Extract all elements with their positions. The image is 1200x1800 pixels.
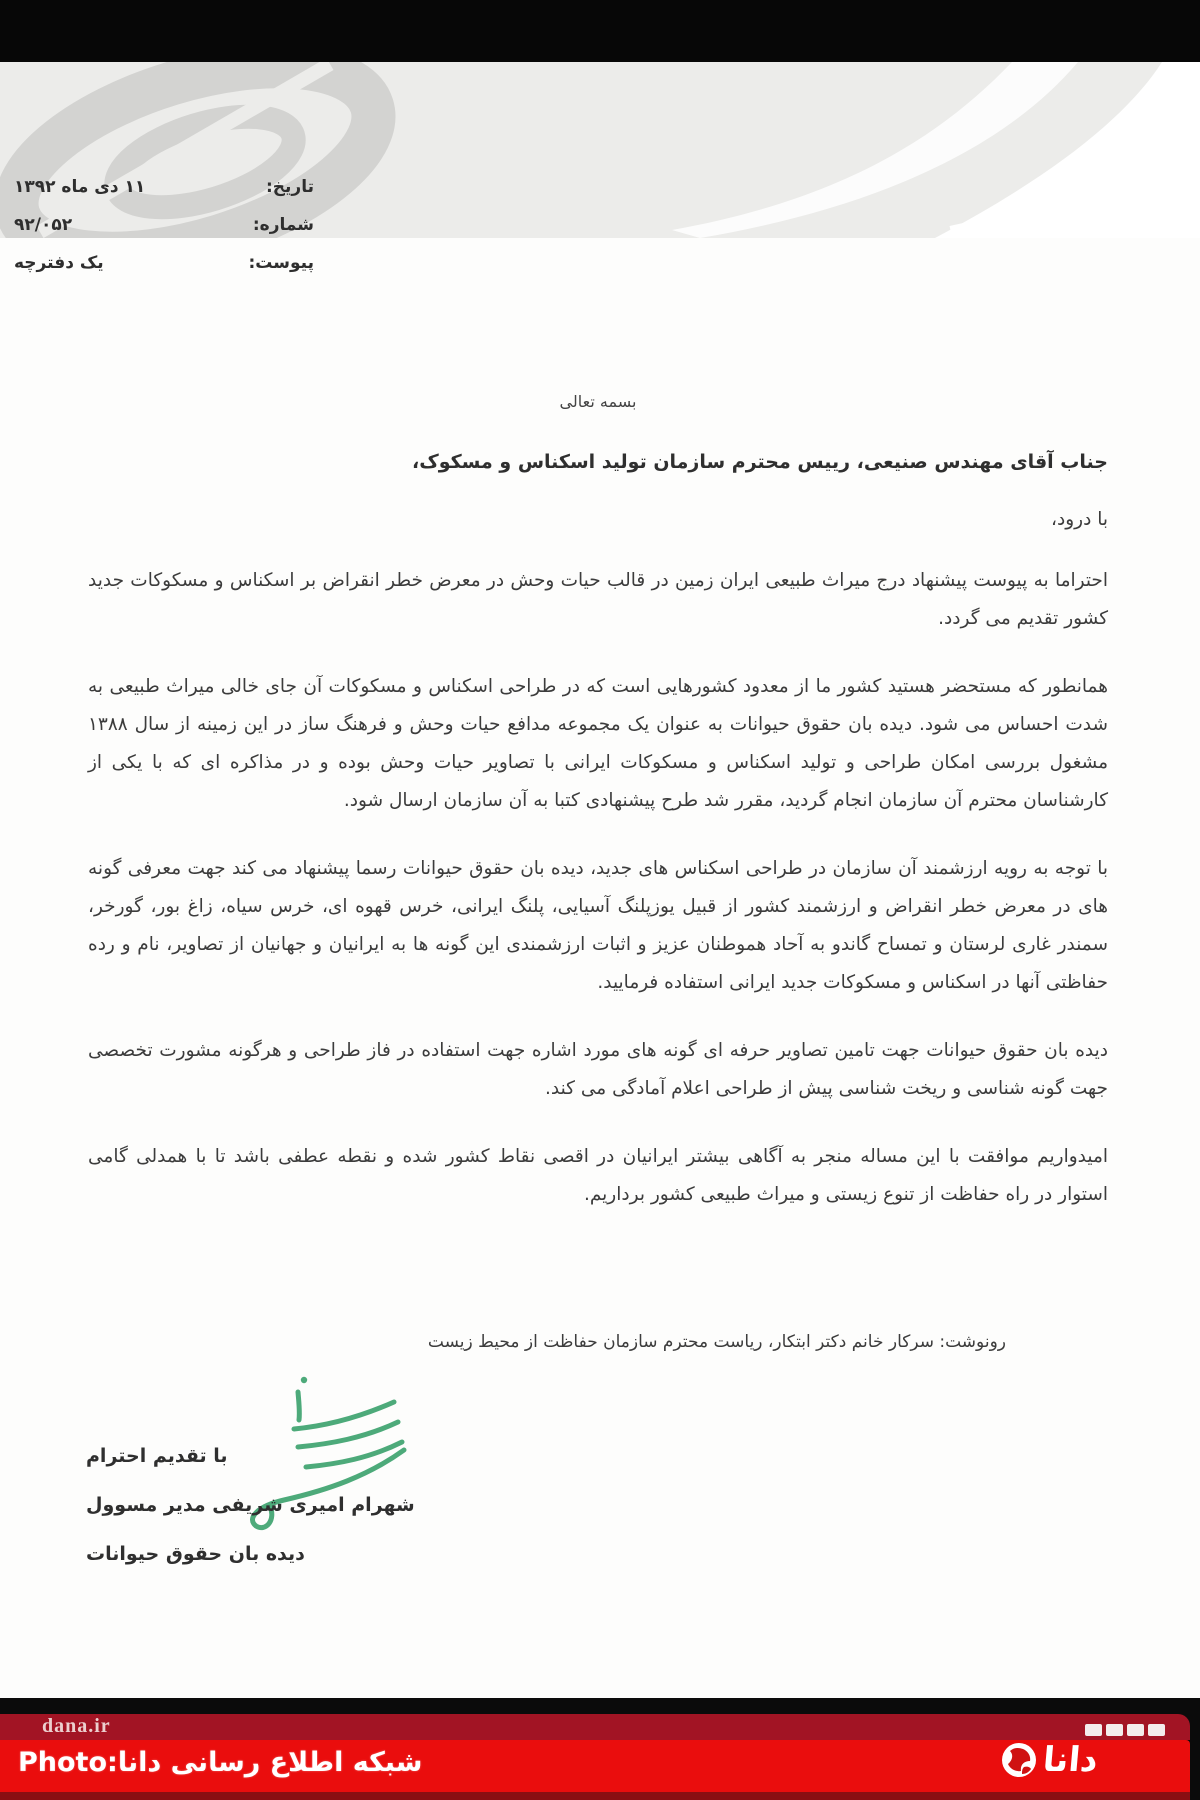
date-label: تاریخ: <box>266 177 314 197</box>
attachment-value: یک دفترچه <box>14 253 104 273</box>
attachment-row <box>14 252 314 274</box>
number-row <box>14 214 314 236</box>
site-url: dana.ir <box>42 1715 111 1737</box>
footer-crimson-strip <box>0 1714 1190 1740</box>
signer-name: شهرام امیری شریفی مدیر مسوول <box>86 1494 415 1516</box>
salutation-line: جناب آقای مهندس صنیعی، رییس محترم سازمان تولید اسکناس و مسکوک، <box>412 451 1108 473</box>
number-value: ۹۲/۰۵۲ <box>14 215 73 235</box>
mini-badge <box>1127 1724 1144 1736</box>
number-label: شماره: <box>252 215 314 235</box>
attachment-label: پیوست: <box>248 253 314 273</box>
mini-badge <box>1085 1724 1102 1736</box>
greeting-line: با درود، <box>1051 509 1108 530</box>
paragraph-2: همانطور که مستحضر هستید کشور ما از معدود کشورهایی است که در طراحی اسکناس و مسکوکات آن جای خالی میراث طبیعی به شدت احساس می شود. دیده بان حقوق حیوانات به عنوان یک مجموعه مدافع حیات وحش و فرهنگ ساز در این زمینه از سال ۱۳۸۸ مشغول بررسی امکان طراحی و تولید اسکناس و مسکوکات ایرانی با تصاویر حیات وحش بوده و در مذاکره ای که با یکی از کارشناسان محترم آن سازمان انجام گردید، مقرر شد طرح پیشنهادی کتبا به آن سازمان ارسال شود. <box>88 676 1108 811</box>
date-row <box>14 176 314 198</box>
header-fields <box>14 176 314 290</box>
footer-maroon-strip <box>0 1792 1190 1800</box>
paragraph-5: امیدواریم موافقت با این مساله منجر به آگاهی بیشتر ایرانیان در اقصی نقاط کشور شده و نقطه عطفی باشد تا با همدلی گامی استوار در راه حفاظت از تنوع زیستی و میراث طبیعی کشور برداریم. <box>88 1146 1108 1205</box>
footer-bar <box>0 1698 1200 1800</box>
photo-credit: Photo:شبکه اطلاع رسانی دانا <box>18 1747 423 1778</box>
footer-mini-badges <box>1085 1724 1165 1736</box>
cc-line: رونوشت: سرکار خانم دکتر ابتکار، ریاست محترم سازمان حفاظت از محیط زیست <box>427 1332 1006 1352</box>
top-black-bar <box>0 0 1200 62</box>
globe-icon <box>1000 1741 1038 1779</box>
paragraph-4: دیده بان حقوق حیوانات جهت تامین تصاویر حرفه ای گونه های مورد اشاره جهت استفاده در فاز طراحی و هرگونه مشورت تخصصی جهت گونه شناسی و ریخت شناسی پیش از طراحی اعلام آمادگی می کند. <box>88 1040 1108 1099</box>
mini-badge <box>1148 1724 1165 1736</box>
letterhead-band <box>0 62 1200 273</box>
paragraph-1: احتراما به پیوست پیشنهاد درج میراث طبیعی ایران زمین در قالب حیات وحش در معرض خطر انقراض بر اسکناس و مسکوکات جدید کشور تقدیم می گردد. <box>88 570 1108 629</box>
signature-block <box>86 1432 426 1579</box>
dana-logo-text: دانا <box>1041 1740 1100 1780</box>
dana-logo <box>1000 1740 1098 1780</box>
date-value: ۱۱ دی ماه ۱۳۹۲ <box>14 177 146 197</box>
closing-line: با تقدیم احترام <box>86 1445 228 1467</box>
letter-body <box>88 392 1108 1352</box>
mini-badge <box>1106 1724 1123 1736</box>
besmele-line: بسمه تعالی <box>559 392 637 411</box>
paragraph-3: با توجه به رویه ارزشمند آن سازمان در طراحی اسکناس های جدید، دیده بان حقوق حیوانات رسما پیشنهاد می کند جهت معرفی گونه های در معرض خطر انقراض و ارزشمند کشور از قبیل یوزپلنگ آسیایی، پلنگ ایرانی، خرس قهوه ای، خرس سیاه، زاغ بور، گورخر، سمندر غاری لرستان و تمساح گاندو به آحاد هموطنان عزیز و اثبات ارزشمندی این گونه ها به ایرانیان و جهانیان از تصاویر، نام و رده حفاظتی آنها در اسکناس و مسکوکات جدید ایرانی استفاده فرمایید. <box>88 858 1108 993</box>
signer-org: دیده بان حقوق حیوانات <box>86 1543 305 1565</box>
